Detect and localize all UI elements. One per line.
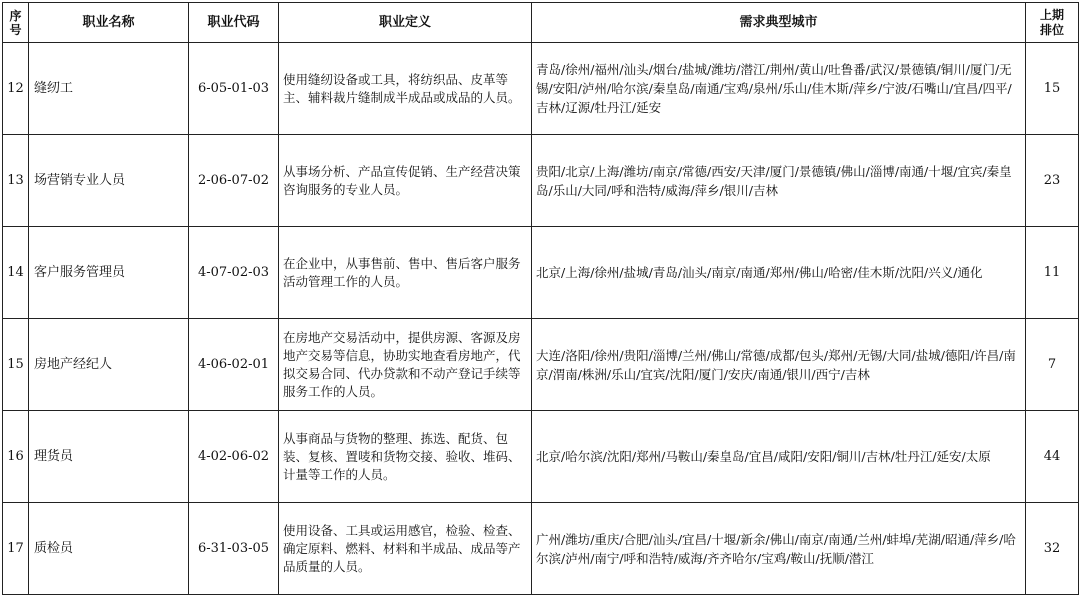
row-name: 缝纫工 xyxy=(29,43,189,135)
header-last-rank: 上期排位 xyxy=(1026,3,1079,43)
row-seq: 13 xyxy=(3,135,29,227)
row-code: 6-05-01-03 xyxy=(189,43,279,135)
row-code: 4-07-02-03 xyxy=(189,227,279,319)
row-definition: 使用缝纫设备或工具，将纺织品、皮革等主、辅料裁片缝制成半成品或成品的人员。 xyxy=(279,43,532,135)
table-row xyxy=(3,135,1079,227)
row-definition: 从事商品与货物的整理、拣选、配货、包装、复核、置唛和货物交接、验收、堆码、计量等工作的人员。 xyxy=(279,411,532,503)
row-code: 4-02-06-02 xyxy=(189,411,279,503)
row-name: 场营销专业人员 xyxy=(29,135,189,227)
row-definition: 在企业中，从事售前、售中、售后客户服务活动管理工作的人员。 xyxy=(279,227,532,319)
row-cities: 北京/哈尔滨/沈阳/郑州/马鞍山/秦皇岛/宜昌/咸阳/安阳/铜川/吉林/牡丹江/延安/太原 xyxy=(532,411,1026,503)
row-code: 6-31-03-05 xyxy=(189,503,279,595)
row-name: 理货员 xyxy=(29,411,189,503)
row-definition: 使用设备、工具或运用感官，检验、检查、确定原料、燃料、材料和半成品、成品等产品质量的人员。 xyxy=(279,503,532,595)
table-row xyxy=(3,503,1079,595)
row-cities: 青岛/徐州/福州/汕头/烟台/盐城/潍坊/潜江/荆州/黄山/吐鲁番/武汉/景德镇/铜川/厦门/无锡/安阳/泸州/哈尔滨/秦皇岛/南通/宝鸡/泉州/乐山/佳木斯/萍乡/宁波/石嘴山/宜昌/四平/吉林/辽源/牡丹江/延安 xyxy=(532,43,1026,135)
row-seq: 16 xyxy=(3,411,29,503)
row-definition: 在房地产交易活动中，提供房源、客源及房地产交易等信息，协助实地查看房地产，代拟交易合同、代办贷款和不动产登记手续等服务工作的人员。 xyxy=(279,319,532,411)
row-seq: 12 xyxy=(3,43,29,135)
row-seq: 17 xyxy=(3,503,29,595)
row-seq: 15 xyxy=(3,319,29,411)
row-last-rank: 7 xyxy=(1026,319,1079,411)
row-last-rank: 44 xyxy=(1026,411,1079,503)
row-cities: 北京/上海/徐州/盐城/青岛/汕头/南京/南通/郑州/佛山/哈密/佳木斯/沈阳/兴义/通化 xyxy=(532,227,1026,319)
header-seq: 序号 xyxy=(3,3,29,43)
row-cities: 广州/潍坊/重庆/合肥/汕头/宜昌/十堰/新余/佛山/南京/南通/兰州/蚌埠/芜湖/昭通/萍乡/哈尔滨/泸州/南宁/呼和浩特/威海/齐齐哈尔/宝鸡/鞍山/抚顺/潜江 xyxy=(532,503,1026,595)
row-last-rank: 23 xyxy=(1026,135,1079,227)
table-row xyxy=(3,411,1079,503)
row-cities: 贵阳/北京/上海/潍坊/南京/常德/西安/天津/厦门/景德镇/佛山/淄博/南通/十堰/宜宾/秦皇岛/乐山/大同/呼和浩特/威海/萍乡/银川/吉林 xyxy=(532,135,1026,227)
row-last-rank: 32 xyxy=(1026,503,1079,595)
row-name: 客户服务管理员 xyxy=(29,227,189,319)
row-name: 质检员 xyxy=(29,503,189,595)
row-last-rank: 15 xyxy=(1026,43,1079,135)
header-cities: 需求典型城市 xyxy=(532,3,1026,43)
table-row xyxy=(3,227,1079,319)
header-name: 职业名称 xyxy=(29,3,189,43)
row-seq: 14 xyxy=(3,227,29,319)
row-name: 房地产经纪人 xyxy=(29,319,189,411)
header-code: 职业代码 xyxy=(189,3,279,43)
table-row xyxy=(3,319,1079,411)
header-row xyxy=(3,3,1079,43)
occupation-table xyxy=(2,2,1079,595)
row-code: 4-06-02-01 xyxy=(189,319,279,411)
header-definition: 职业定义 xyxy=(279,3,532,43)
row-code: 2-06-07-02 xyxy=(189,135,279,227)
row-definition: 从事场分析、产品宣传促销、生产经营决策咨询服务的专业人员。 xyxy=(279,135,532,227)
row-last-rank: 11 xyxy=(1026,227,1079,319)
table-row xyxy=(3,43,1079,135)
row-cities: 大连/洛阳/徐州/贵阳/淄博/兰州/佛山/常德/成都/包头/郑州/无锡/大同/盐城/德阳/许昌/南京/渭南/株洲/乐山/宜宾/沈阳/厦门/安庆/南通/银川/西宁/吉林 xyxy=(532,319,1026,411)
